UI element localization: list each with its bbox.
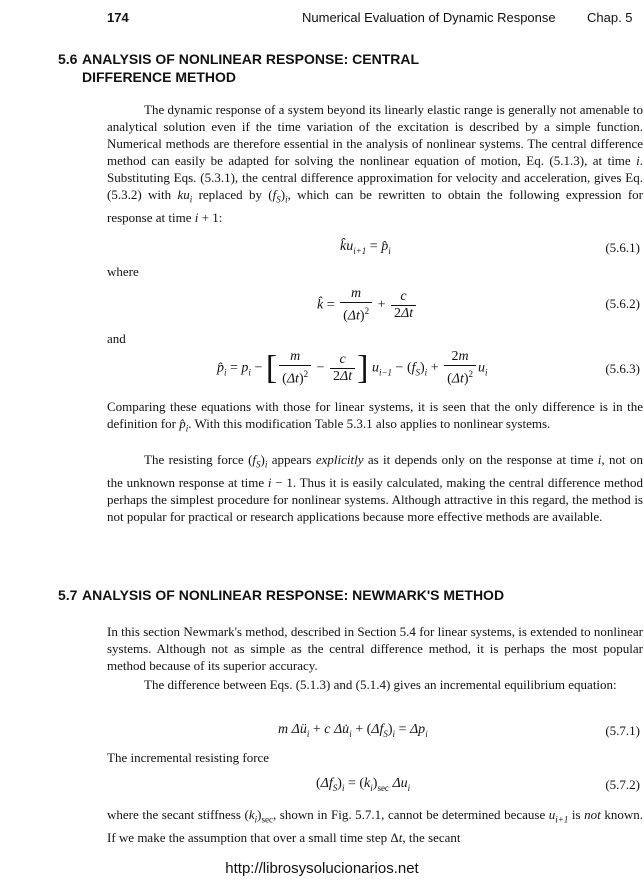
- equation-number: (5.7.1): [605, 723, 640, 738]
- equation-5-7-2: $(\Delta f_S)_i = (k_i)_{sec}$ $\Delta u_i$: [316, 776, 411, 793]
- section-5-7-paragraph-3: where the secant stiffness $(k_i)_{sec}$, shown in Fig. 5.7.1, cannot be determined because $u_{i+1}$ is not known. If we make the assumption that over a small time step Δt, the secant: [107, 807, 644, 845]
- section-number: 5.6: [58, 51, 78, 67]
- equation-number: (5.6.1): [605, 240, 640, 255]
- section-title: ANALYSIS OF NONLINEAR RESPONSE: NEWMARK'S METHOD: [82, 587, 505, 603]
- section-5-6-paragraph-3: The resisting force $(f_S)_i$ appears explicitly as it depends only on the response at time i, not on the unknown response at time i − 1. Thus it is easily calculated, making the central difference method perhaps the simplest procedure for nonlinear systems. Although attractive in this regard, the method is not popular for practical or research applications because more effective methods are available.: [107, 452, 643, 524]
- chapter-label: Chap. 5: [587, 10, 633, 25]
- and-label: and: [107, 331, 126, 346]
- section-5-7-paragraph-1: In this section Newmark's method, described in Section 5.4 for linear systems, is extended to nonlinear systems. Although not as simple as the central difference method, it is perhaps the most popular method because of its superior accuracy.: [107, 624, 643, 673]
- equation-number: (5.6.2): [605, 296, 640, 311]
- section-5-6-paragraph-1: The dynamic response of a system beyond its linearly elastic range is generally not amenable to analytical solution even if the time variation of the excitation is described by a simple function. Numerical methods are therefore essential in the analysis of nonlinear systems. The central difference method can easily be adapted for solving the nonlinear equation of motion, Eq. (5.1.3), at time i. Substituting Eqs. (5.3.1), the central difference approximation for velocity and acceleration, gives Eq. (5.3.2) with $ku_i$ replaced by $(f_S)_i$, which can be rewritten to obtain the following expression for response at time i + 1:: [107, 102, 643, 225]
- equation-number: (5.6.3): [605, 361, 640, 376]
- footer-url: http://librosysolucionarios.net: [225, 860, 419, 877]
- equation-5-7-1: m $\Delta ü_i + c$ $\Delta u̇_i + (\Delta f_S)_i = \Delta p_i$: [278, 722, 428, 739]
- section-5-6-heading: [58, 50, 419, 86]
- section-5-7-heading: [58, 586, 504, 604]
- incremental-force-label: The incremental resisting force: [107, 750, 270, 765]
- running-title: Numerical Evaluation of Dynamic Response: [302, 10, 556, 25]
- equation-5-6-1: $k̂u_{i+1}$ = $p̂_i$: [340, 239, 391, 256]
- where-label: where: [107, 264, 139, 279]
- section-5-7-paragraph-2: The difference between Eqs. (5.1.3) and (5.1.4) gives an incremental equilibrium equation:: [144, 677, 617, 692]
- section-number: 5.7: [58, 587, 78, 603]
- equation-5-6-3: $p̂_i = p_i$ − [ $\frac{m}{(\Delta t)^2}$ − $\frac{c}{2\Delta t}$ ] $u_{i-1} - (f_S)_i$ + $\frac{2m}{(\Delta t)^2}$ $u_i$: [217, 349, 488, 387]
- section-5-6-paragraph-2: Comparing these equations with those for linear systems, it is seen that the only difference is in the definition for $p̂_i$. With this modification Table 5.3.1 also applies to nonlinear systems.: [107, 399, 643, 434]
- equation-5-6-2: k̂ = $\frac{m}{(\Delta t)^2}$ + $\frac{c}{2\Delta t}$: [317, 286, 418, 325]
- page-number: 174: [107, 10, 129, 25]
- equation-number: (5.7.2): [605, 777, 640, 792]
- section-title-line1: ANALYSIS OF NONLINEAR RESPONSE: CENTRAL: [82, 51, 420, 67]
- section-title-line2: DIFFERENCE METHOD: [82, 69, 236, 85]
